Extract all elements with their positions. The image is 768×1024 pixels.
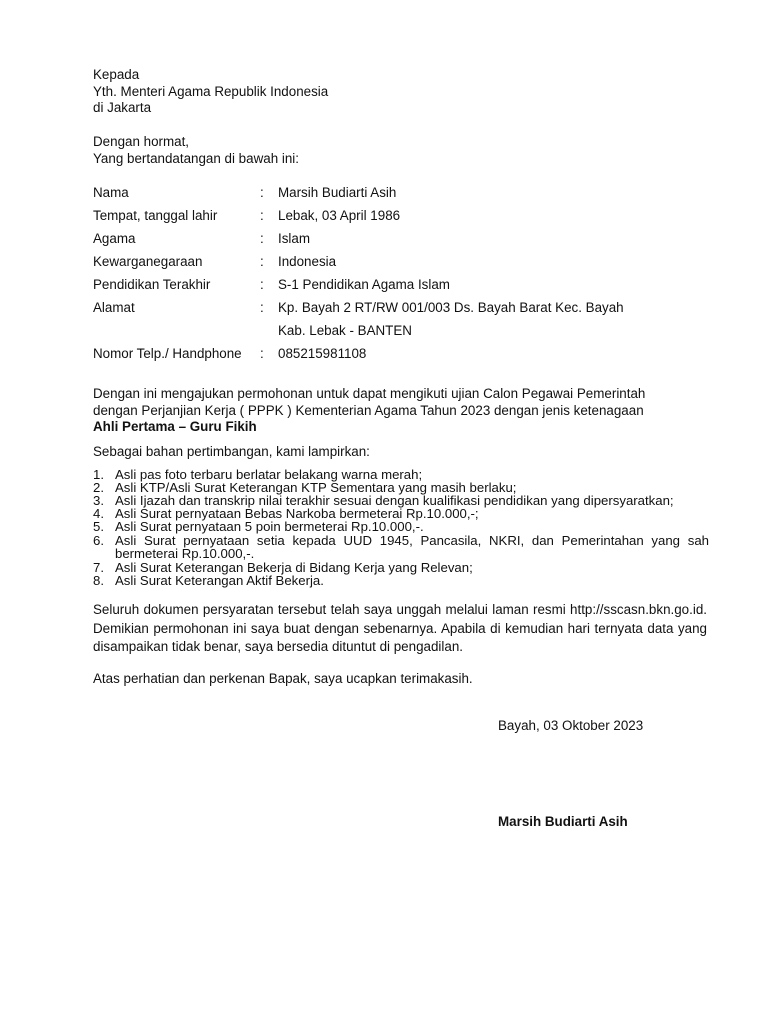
list-number: 8. (93, 573, 104, 588)
identity-value: S-1 Pendidikan Agama Islam (278, 277, 450, 292)
closing-line: Atas perhatian dan perkenan Bapak, saya ucapkan terimakasih. (93, 671, 473, 686)
salutation: Dengan hormat, (93, 134, 190, 149)
recipient-line: Yth. Menteri Agama Republik Indonesia (93, 83, 329, 99)
list-text: Asli Ijazah dan transkrip nilai terakhir sesuai dengan kualifikasi pendidikan yang dipersyaratkan; (115, 493, 674, 508)
identity-label: Tempat, tanggal lahir (93, 208, 218, 223)
identity-value: Islam (278, 231, 310, 246)
identity-value-continued: Kab. Lebak - BANTEN (278, 323, 412, 338)
identity-colon: : (260, 185, 264, 200)
identity-value: Marsih Budiarti Asih (278, 185, 397, 200)
identity-colon: : (260, 346, 264, 361)
attachments-intro: Sebagai bahan pertimbangan, kami lampirkan: (93, 444, 370, 459)
place-date: Bayah, 03 Oktober 2023 (498, 718, 644, 733)
recipient-line: di Jakarta (93, 100, 152, 115)
identity-colon: : (260, 300, 264, 315)
list-number: 4. (93, 506, 104, 521)
identity-value: Indonesia (278, 254, 337, 269)
identity-label: Nama (93, 185, 129, 200)
list-text: Asli Surat pernyataan 5 poin bermeterai Rp.10.000,-. (115, 519, 424, 534)
list-number: 5. (93, 519, 104, 534)
identity-value: Lebak, 03 April 1986 (278, 208, 401, 223)
intro-line: Yang bertandatangan di bawah ini: (93, 150, 299, 166)
list-text: Asli Surat pernyataan setia kepada UUD 1945, Pancasila, NKRI, dan Pemerintahan yang sah bermeterai Rp.10.000,-. (115, 533, 709, 562)
identity-colon: : (260, 254, 264, 269)
list-number: 1. (93, 467, 104, 482)
identity-label: Alamat (93, 300, 135, 315)
list-number: 7. (93, 560, 104, 575)
list-number: 3. (93, 493, 104, 508)
recipient-line: Kepada (93, 67, 140, 82)
identity-label: Nomor Telp./ Handphone (93, 346, 242, 361)
identity-label: Agama (93, 231, 136, 246)
identity-colon: : (260, 208, 264, 223)
identity-colon: : (260, 277, 264, 292)
statement-paragraph: Seluruh dokumen persyaratan tersebut telah saya unggah melalui laman resmi http://sscasn.bkn.go.id. Demikian permohonan ini saya buat dengan sebenarnya. Apabila di kemudian hari ternyata data yang disampaikan tidak benar, saya bersedia dituntut di pengadilan. (93, 602, 707, 654)
identity-label: Kewarganegaraan (93, 254, 203, 269)
application-line: Dengan ini mengajukan permohonan untuk dapat mengikuti ujian Calon Pegawai Pemerintah (93, 386, 646, 401)
position-title: Ahli Pertama – Guru Fikih (93, 419, 257, 434)
list-text: Asli KTP/Asli Surat Keterangan KTP Sementara yang masih berlaku; (115, 480, 517, 495)
identity-value: 085215981108 (278, 346, 367, 361)
application-line: dengan Perjanjian Kerja ( PPPK ) Kementerian Agama Tahun 2023 dengan jenis ketenagaan (93, 402, 644, 418)
identity-label: Pendidikan Terakhir (93, 277, 211, 292)
identity-colon: : (260, 231, 264, 246)
list-text: Asli Surat Keterangan Bekerja di Bidang Kerja yang Relevan; (115, 560, 473, 575)
list-text: Asli Surat Keterangan Aktif Bekerja. (115, 573, 324, 588)
list-text: Asli pas foto terbaru berlatar belakang warna merah; (115, 467, 423, 482)
identity-value: Kp. Bayah 2 RT/RW 001/003 Ds. Bayah Barat Kec. Bayah (278, 300, 624, 315)
recipient-block (93, 67, 328, 117)
list-number: 2. (93, 480, 104, 495)
list-text: Asli Surat pernyataan Bebas Narkoba bermeterai Rp.10.000,-; (115, 506, 479, 521)
list-number: 6. (93, 533, 104, 548)
signer-name: Marsih Budiarti Asih (498, 814, 628, 829)
greeting-block (93, 134, 299, 167)
application-block (93, 386, 645, 436)
